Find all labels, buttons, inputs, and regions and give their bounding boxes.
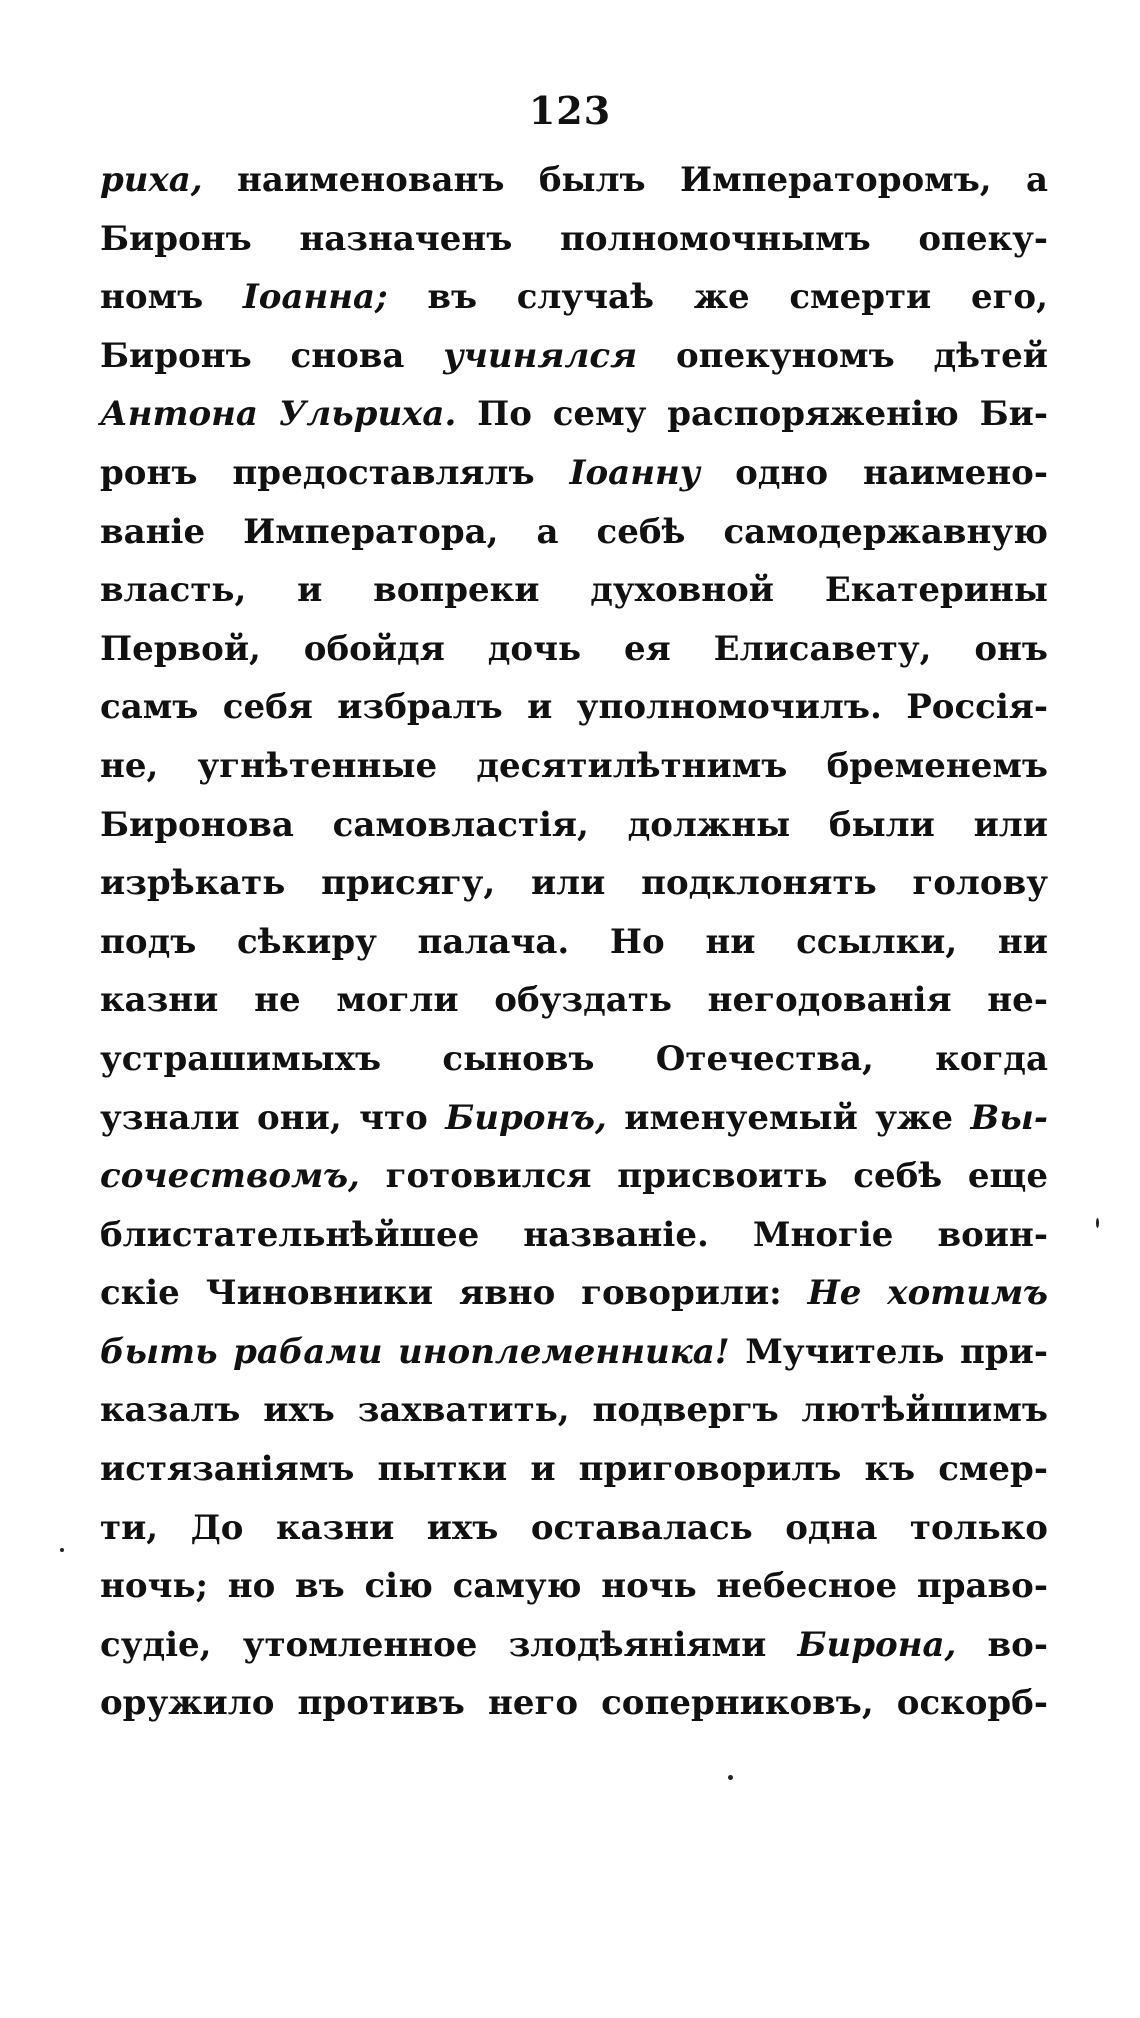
word: ронъ [100,452,198,493]
word: скіе [100,1273,180,1314]
word: сему [552,394,647,435]
word: ти, [100,1507,159,1548]
word: готовился [385,1156,592,1197]
word: самую [452,1566,582,1607]
text-line [100,746,1048,805]
text-line [100,922,1048,981]
word: онъ [974,628,1048,669]
word: ночь [601,1566,697,1607]
word: смерти [789,277,932,318]
word: угнѣтенные [197,745,438,786]
word: ихъ [426,1507,499,1548]
word: случаѣ [516,277,654,318]
word: должны [627,804,791,845]
text-line [100,512,1048,571]
text-line [100,570,1048,629]
word: именуемый [624,1097,858,1138]
word: наименованъ [236,160,505,200]
text-line [100,277,1048,336]
text-line [100,1683,1048,1742]
word: вопреки [373,570,540,611]
word: его, [970,277,1048,318]
word: иноплеменника! [398,1331,730,1372]
word: они, [257,1097,342,1138]
word: негодованія [707,980,952,1021]
word: ихъ [263,1390,335,1431]
word: могли [336,980,459,1021]
text-line [100,1625,1048,1684]
word: узнали [100,1097,240,1138]
word: Бирона, [797,1624,957,1665]
word: снова [290,335,405,376]
word: Биронъ [100,218,252,259]
word: право- [916,1566,1048,1607]
word: казалъ [100,1390,241,1431]
word: голову [912,863,1048,904]
word: Іоанна; [242,277,388,318]
word: опекуномъ [675,335,895,376]
word: соперниковъ, [601,1683,874,1724]
text-line [100,1566,1048,1625]
word: Но [609,921,665,962]
word: подъ [100,921,197,962]
word: ни [997,921,1048,962]
text-line [100,980,1048,1039]
word: учинялся [443,335,638,376]
word: не- [987,980,1048,1021]
word: предоставлялъ [232,452,535,493]
word: былъ [538,160,646,200]
word: ни [705,921,756,962]
word: номъ [100,277,204,318]
word: дѣтей [933,335,1048,376]
word: а [536,511,559,552]
word: Мучитель [745,1331,945,1372]
word: присягу, [321,863,496,904]
word: самодержавную [723,511,1048,552]
word: явно [458,1273,556,1314]
word: Биронъ [100,335,252,376]
word: сыновъ [442,1038,595,1079]
word: ея [623,628,671,669]
text-line [100,1332,1048,1391]
word: духовной [590,570,775,611]
word: быть [100,1331,218,1372]
word: Отечества, [655,1038,874,1079]
word: обуздать [494,980,672,1021]
word: Первой, [100,628,261,669]
word: оружило [100,1683,275,1724]
word: Императора, [243,511,499,552]
word: блистательнѣйшее [100,1214,480,1255]
word: подвергъ [592,1390,779,1431]
word: же [693,277,750,318]
word: и [297,570,323,611]
word: уже [875,1097,954,1138]
word: захватить, [357,1390,570,1431]
word: себѣ [596,511,686,552]
body-text [100,160,1048,1742]
text-line [100,1390,1048,1449]
word: не [254,980,301,1021]
word: Россія- [906,687,1048,728]
word: были [828,804,935,845]
word: Ульриха. [278,394,457,435]
word: при- [959,1331,1048,1372]
word: и [527,687,553,728]
word: подклонять [641,863,877,904]
word: рабами [233,1331,383,1372]
word: въ [427,277,478,318]
word: самъ [100,687,199,728]
word: судіе, [100,1624,212,1665]
text-line [100,394,1048,453]
text-line [100,863,1048,922]
word: и [530,1449,556,1490]
word: устрашимыхъ [100,1038,382,1079]
word: ночь; [100,1566,209,1607]
word: опеку- [918,218,1048,259]
word: смер- [938,1449,1048,1490]
word: утомленное [242,1624,478,1665]
word: не, [100,745,159,786]
text-line [100,1508,1048,1567]
word: только [909,1507,1048,1548]
ink-speck [60,1548,64,1552]
word: сію [364,1566,433,1607]
word: палача. [417,921,570,962]
word: говорили: [581,1273,782,1314]
word: воин- [937,1214,1048,1255]
text-line [100,805,1048,864]
word: одна [785,1507,878,1548]
text-line [100,1098,1048,1157]
word: назначенъ [299,218,513,259]
word: оставалась [530,1507,753,1548]
word: десятилѣтнимъ [476,745,788,786]
text-line [100,1449,1048,1508]
word: Би- [979,394,1048,435]
word: бременемъ [826,745,1048,786]
word: Екатерины [824,570,1048,611]
word: Чиновники [205,1273,434,1314]
word: пытки [377,1449,508,1490]
word: ваніе [100,511,206,552]
text-line [100,629,1048,688]
text-line [100,1039,1048,1098]
word: небесное [716,1566,898,1607]
text-line [100,160,1048,219]
text-line [100,1215,1048,1274]
word: ссылки, [796,921,958,962]
ink-speck [1096,1218,1099,1228]
ink-speck [728,1775,733,1780]
word: уполномочилъ. [576,687,882,728]
word: въ [295,1566,345,1607]
word: власть, [100,570,247,611]
word: Многіе [752,1214,894,1255]
word: названіе. [523,1214,709,1255]
word: а [1025,160,1048,200]
text-line [100,687,1048,746]
word: Не [807,1273,862,1314]
word: Императоромъ, [679,160,992,200]
word: казни [100,980,219,1021]
word: распоряженію [667,394,959,435]
word: одно [735,452,829,493]
word: Іоанну [569,452,701,493]
word: него [487,1683,578,1724]
word: рихa, [100,160,203,200]
word: приговорилъ [578,1449,842,1490]
word: казни [275,1507,395,1548]
word: когда [935,1038,1048,1079]
text-line [100,336,1048,395]
word: сѣкиру [236,921,377,962]
word: истязаніямъ [100,1449,355,1490]
word: изрѣкать [100,863,286,904]
word: полномочнымъ [559,218,871,259]
word: злодѣяніями [508,1624,767,1665]
text-line [100,1156,1048,1215]
text-line [100,453,1048,512]
word: Антона [100,394,258,435]
word: во- [987,1624,1048,1665]
word: или [973,804,1048,845]
word: До [190,1507,244,1548]
word: себя [222,687,313,728]
text-line [100,1273,1048,1332]
word: но [227,1566,276,1607]
word: что [359,1097,428,1138]
text-line [100,219,1048,278]
word: По [477,394,532,435]
word: избралъ [337,687,503,728]
word: хотимъ [887,1273,1048,1314]
word: дочь [487,628,582,669]
word: себѣ [853,1156,943,1197]
word: еще [967,1156,1048,1197]
word: лютѣйшимъ [801,1390,1048,1431]
page-number: 123 [528,88,612,133]
word: обойдя [303,628,445,669]
word: оскорб- [896,1683,1048,1724]
word: Елисавету, [713,628,932,669]
word: Вы- [970,1097,1048,1138]
word: сочествомъ, [100,1156,360,1197]
word: Биронова [100,804,294,845]
word: противъ [297,1683,465,1724]
word: къ [864,1449,916,1490]
word: наимено- [863,452,1048,493]
word: самовластія, [332,804,589,845]
word: Биронъ, [445,1097,607,1138]
word: присвоить [617,1156,828,1197]
word: или [530,863,606,904]
